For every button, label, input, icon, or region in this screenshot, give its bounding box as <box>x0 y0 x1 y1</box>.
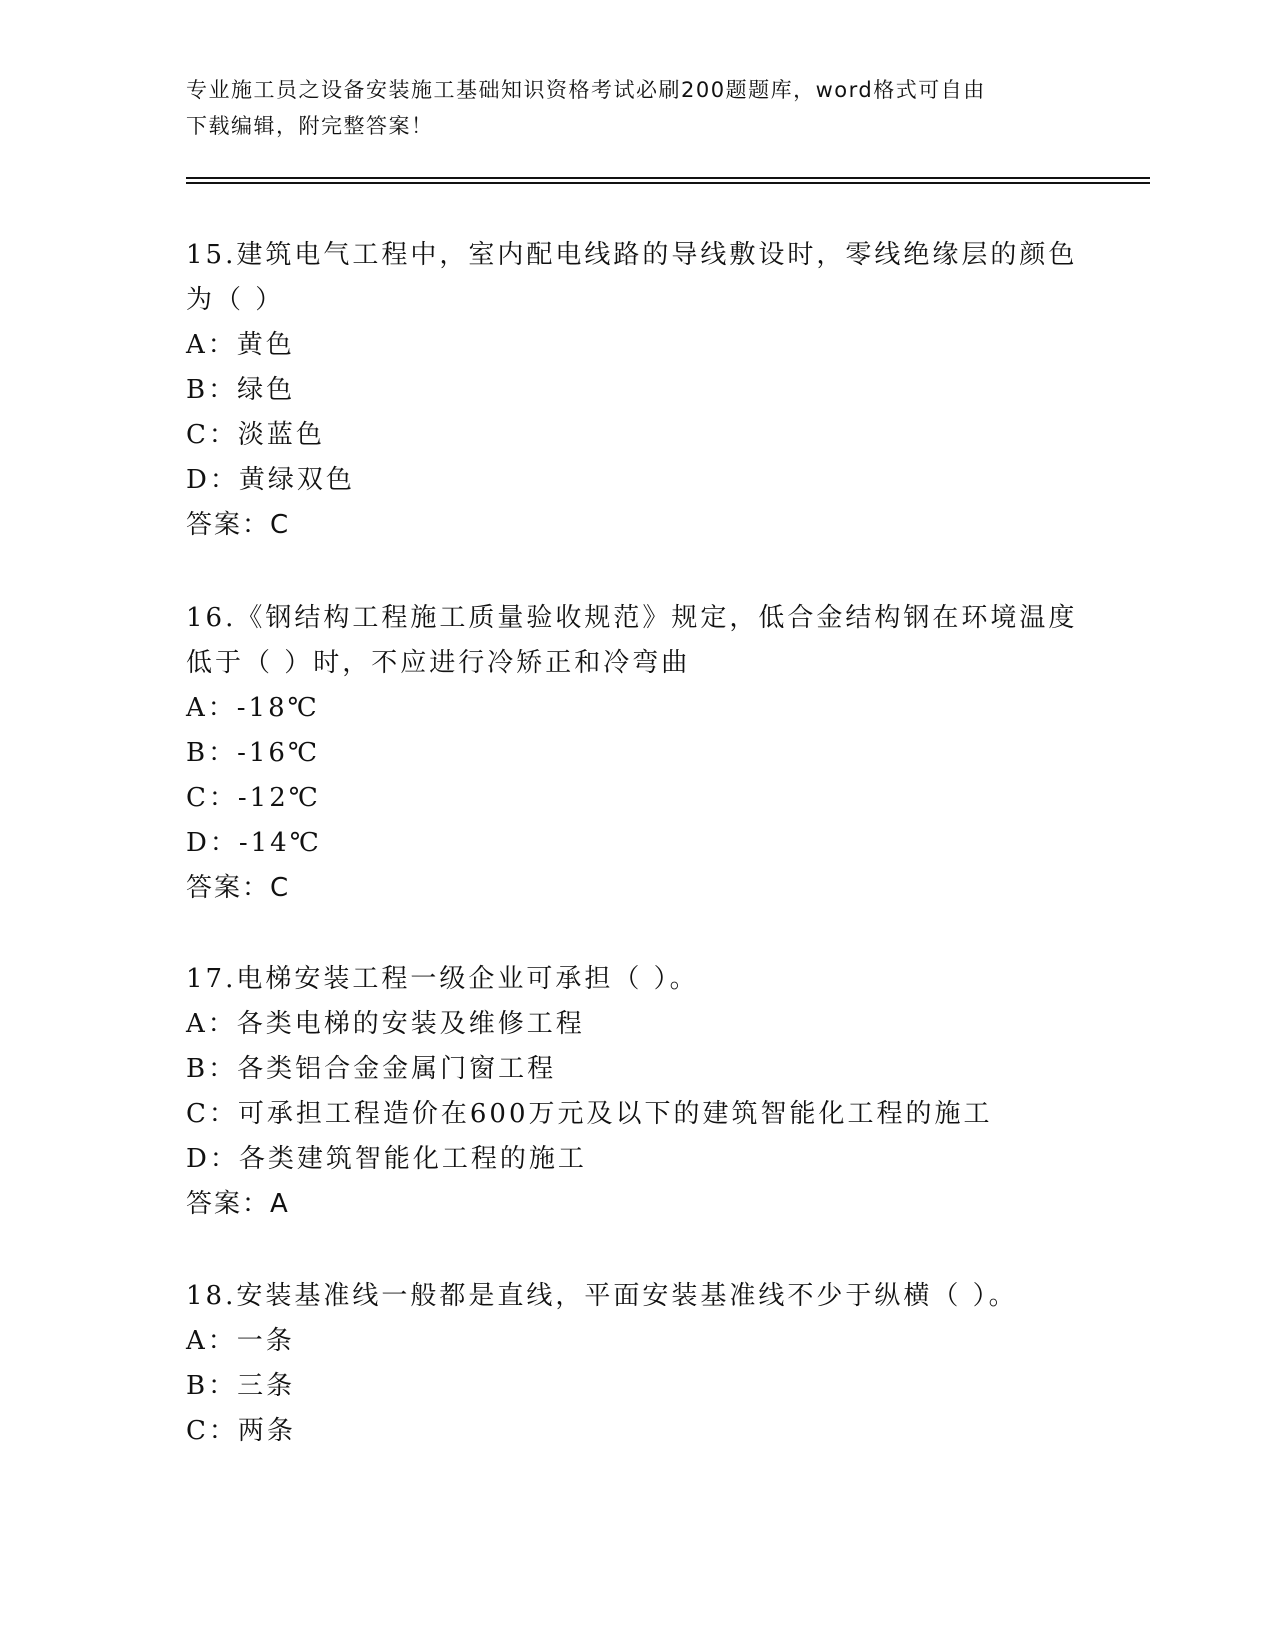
option-d: D：各类建筑智能化工程的施工 <box>186 1144 587 1174</box>
option-c: C：两条 <box>186 1416 296 1446</box>
document-header <box>186 72 1066 144</box>
header-line-1: 专业施工员之设备安装施工基础知识资格考试必刷200题题库，word格式可自由 <box>186 78 986 102</box>
answer: 答案：C <box>186 510 291 540</box>
option-b: B：各类铝合金金属门窗工程 <box>186 1054 557 1084</box>
question-17 <box>186 957 1086 1227</box>
answer: 答案：A <box>186 1189 290 1219</box>
answer: 答案：C <box>186 873 291 903</box>
header-divider-top <box>186 177 1150 179</box>
option-d: D：黄绿双色 <box>186 465 355 495</box>
header-divider-bottom <box>186 182 1150 184</box>
option-c: C：-12℃ <box>186 783 321 813</box>
option-c: C：可承担工程造价在600万元及以下的建筑智能化工程的施工 <box>186 1099 993 1129</box>
option-b: B：-16℃ <box>186 738 321 768</box>
option-b: B：三条 <box>186 1371 296 1401</box>
option-a: A：黄色 <box>186 330 295 360</box>
option-a: A：-18℃ <box>186 693 320 723</box>
question-stem-continued: 为（ ） <box>186 285 285 315</box>
header-line-2: 下载编辑，附完整答案！ <box>186 114 434 138</box>
option-b: B：绿色 <box>186 375 296 405</box>
option-c: C：淡蓝色 <box>186 420 325 450</box>
question-stem: 15.建筑电气工程中，室内配电线路的导线敷设时，零线绝缘层的颜色 <box>186 240 1078 270</box>
option-a: A：各类电梯的安装及维修工程 <box>186 1009 585 1039</box>
option-a: A：一条 <box>186 1326 295 1356</box>
question-stem-continued: 低于（ ）时，不应进行冷矫正和冷弯曲 <box>186 648 691 678</box>
question-stem: 18.安装基准线一般都是直线，平面安装基准线不少于纵横（ ）。 <box>186 1281 1018 1311</box>
question-18 <box>186 1274 1086 1454</box>
question-stem: 17.电梯安装工程一级企业可承担（ ）。 <box>186 964 699 994</box>
option-d: D：-14℃ <box>186 828 322 858</box>
question-16 <box>186 596 1086 911</box>
question-15 <box>186 233 1086 548</box>
question-stem: 16.《钢结构工程施工质量验收规范》规定，低合金结构钢在环境温度 <box>186 603 1078 633</box>
